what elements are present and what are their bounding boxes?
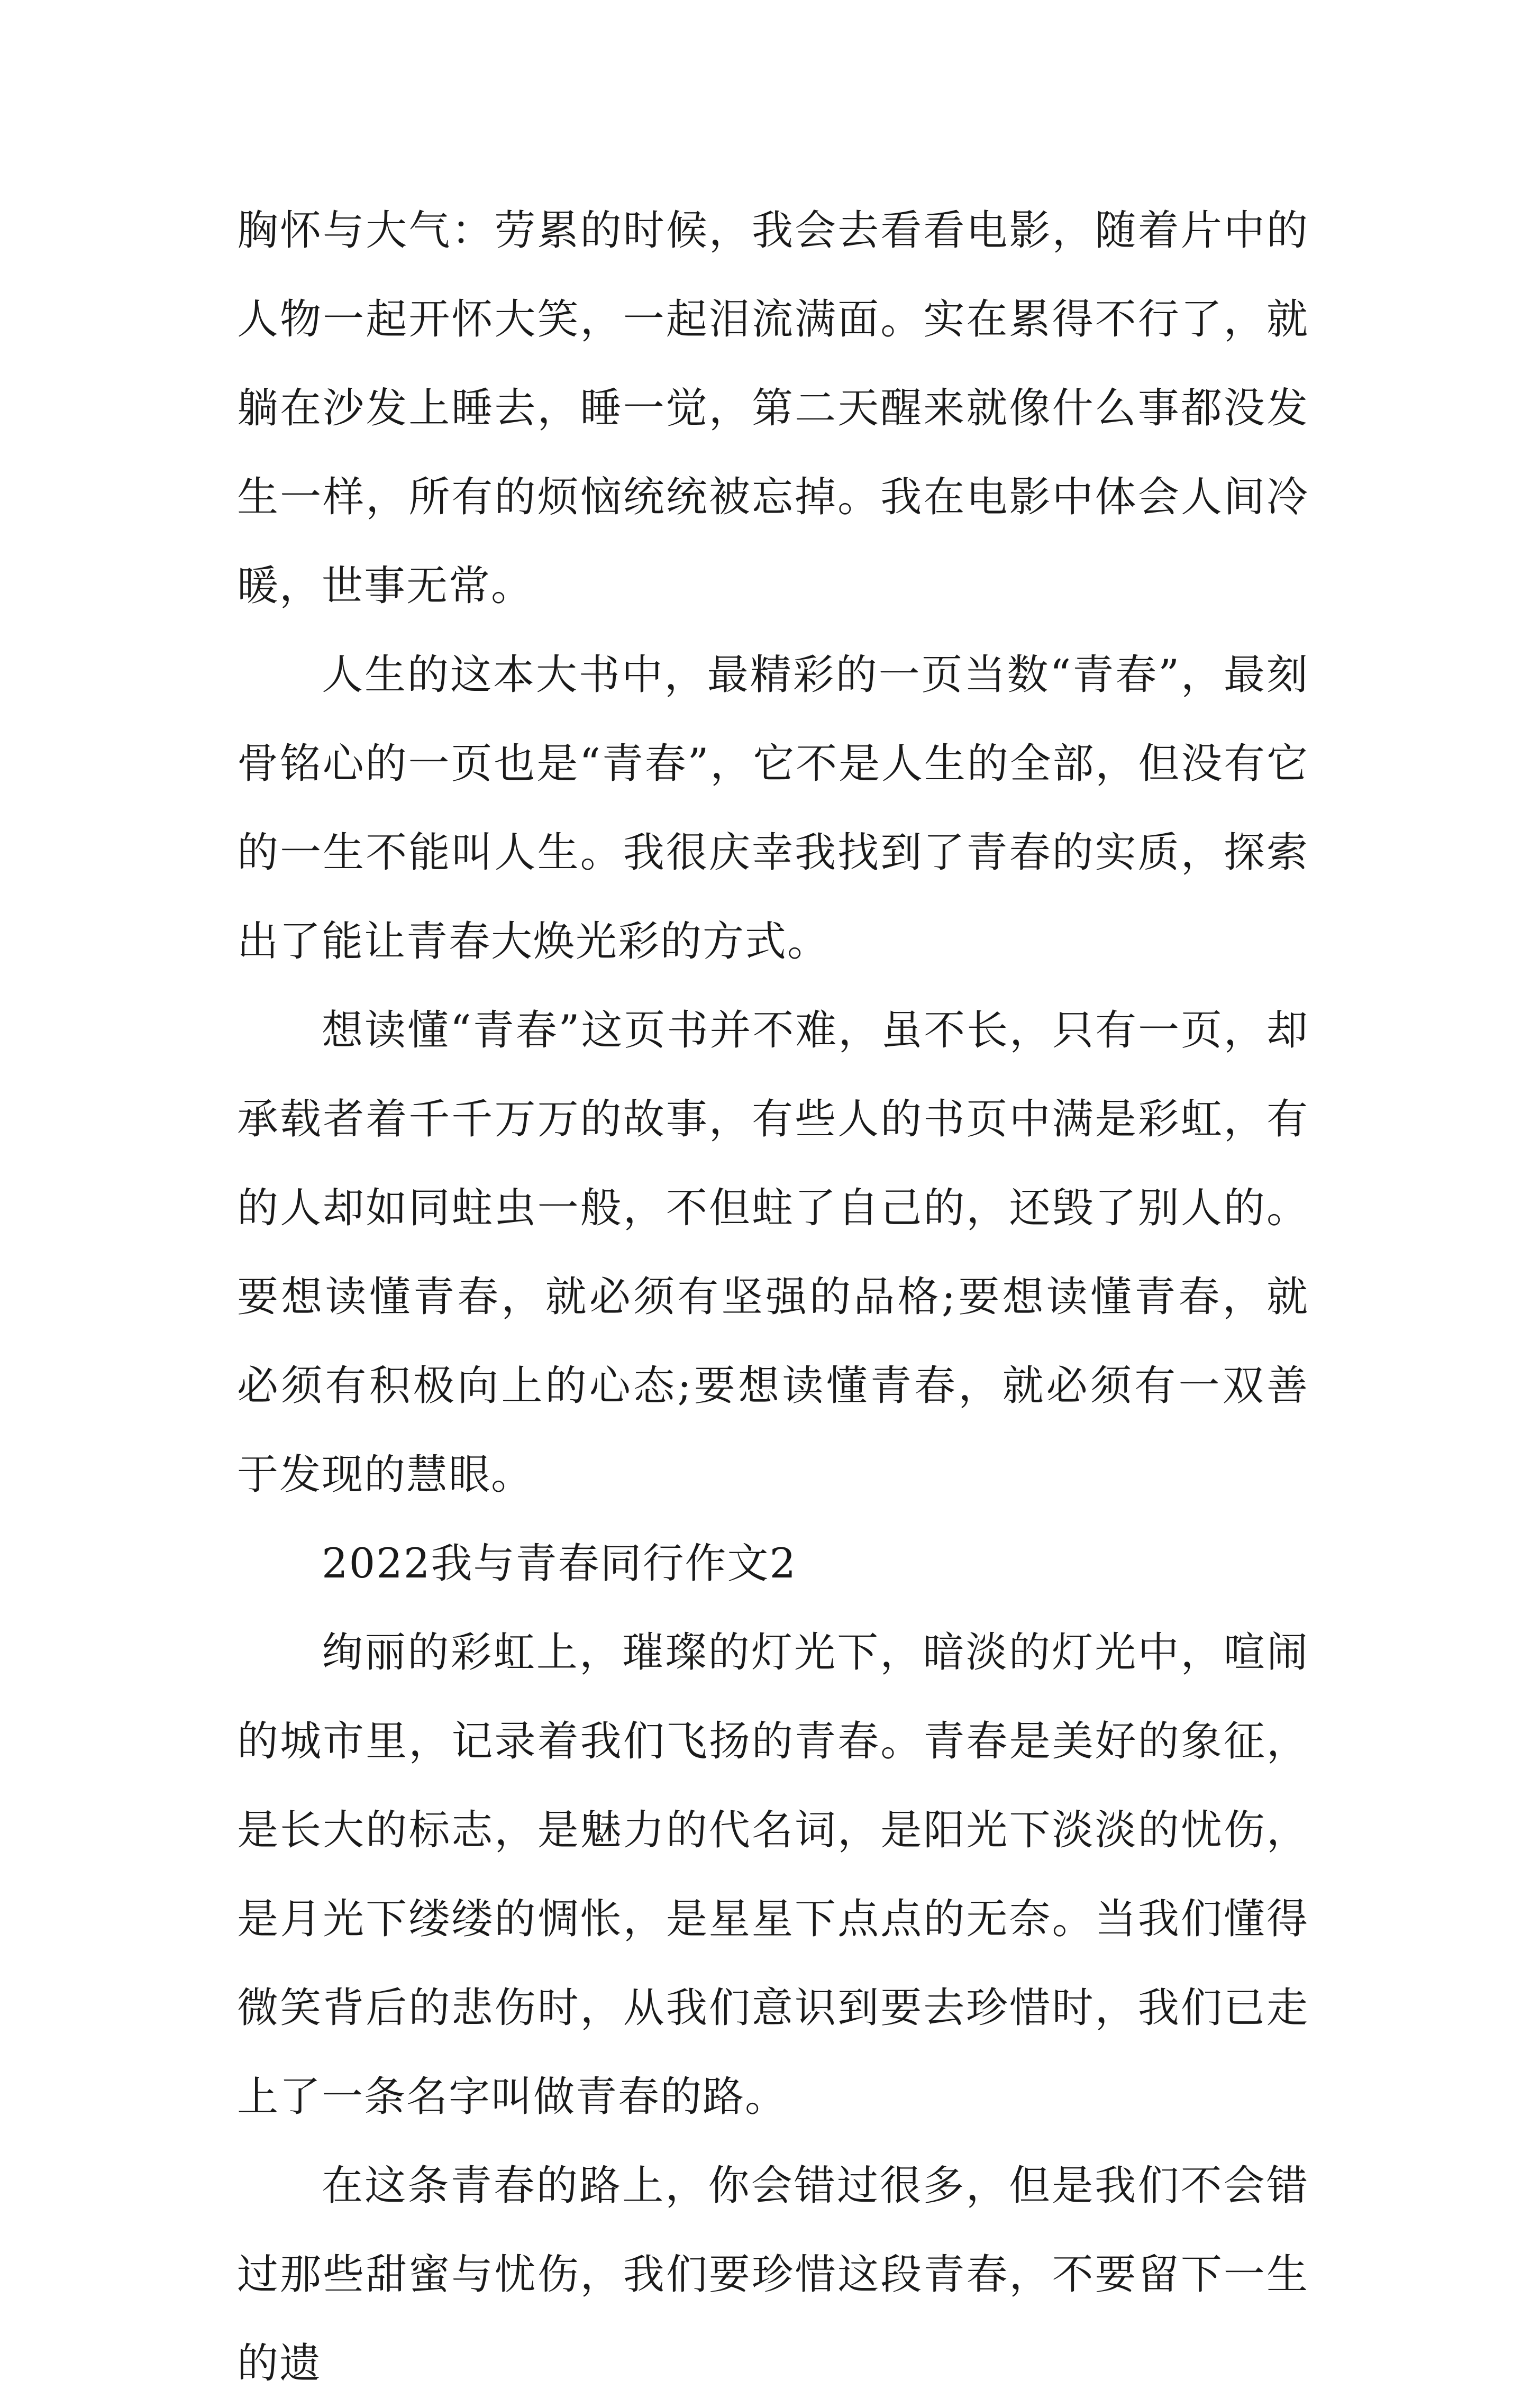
paragraph-rainbow: 绚丽的彩虹上，璀璨的灯光下，暗淡的灯光中，喧闹的城市里，记录着我们飞扬的青春。青春是美好的象征，是长大的标志，是魅力的代名词，是阳光下淡淡的忧伤，是月光下缕缕的惆怅，是星星下点点的无奈。当我们懂得微笑背后的悲伤时，从我们意识到要去珍惜时，我们已走上了一条名字叫做青春的路。	[237, 1629, 1309, 2121]
paragraph-read-youth: 想读懂“青春”这页书并不难，虽不长，只有一页，却承载者着千千万万的故事，有些人的书页中满是彩虹，有的人却如同蛀虫一般，不但蛀了自己的，还毁了别人的。要想读懂青春，就必须有坚强的品格;要想读懂青春，就必须有积极向上的心态;要想读懂青春，就必须有一双善于发现的慧眼。	[237, 1007, 1309, 1499]
paragraph-youth-book: 人生的这本大书中，最精彩的一页当数“青春”，最刻骨铭心的一页也是“青春”，它不是人生的全部，但没有它的一生不能叫人生。我很庆幸我找到了青春的实质，探索出了能让青春大焕光彩的方式。	[237, 651, 1309, 965]
document-body	[237, 186, 1309, 2408]
paragraph-youth-road: 在这条青春的路上，你会错过很多，但是我们不会错过那些甜蜜与忧伤，我们要珍惜这段青春，不要留下一生的遗	[237, 2162, 1309, 2387]
paragraph-continuation: 胸怀与大气：劳累的时候，我会去看看电影，随着片中的人物一起开怀大笑，一起泪流满面。实在累得不行了，就躺在沙发上睡去，睡一觉，第二天醒来就像什么事都没发生一样，所有的烦恼统统被忘掉。我在电影中体会人间冷暖，世事无常。	[237, 207, 1309, 610]
essay-heading: 2022我与青春同行作文2	[322, 1540, 797, 1588]
